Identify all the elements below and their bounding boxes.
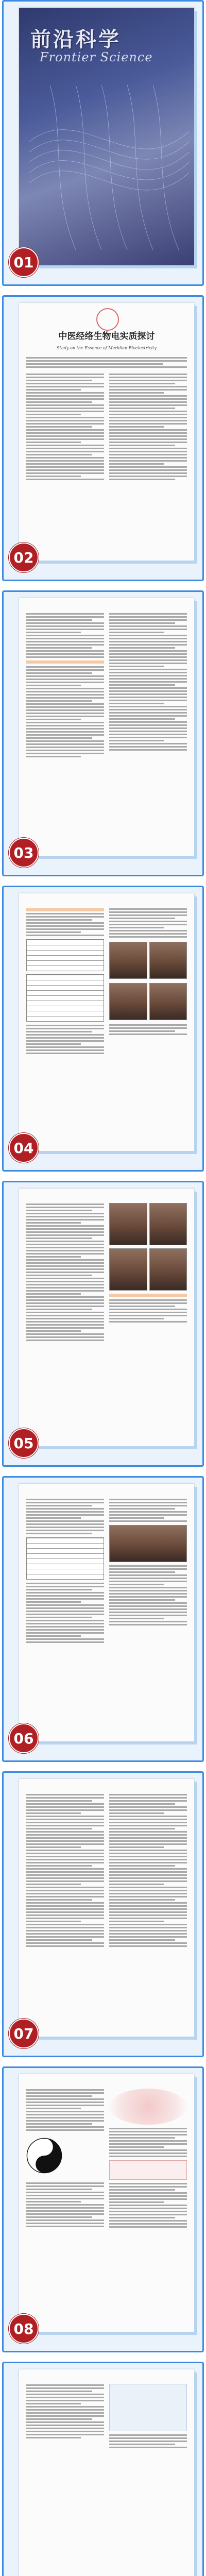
page-panel-09: [2, 2362, 204, 2576]
page-panel-02: [2, 295, 204, 581]
page-panel-05: [2, 1181, 204, 1467]
figure-photo: [109, 1203, 147, 1245]
figure-photo: [149, 942, 187, 979]
data-table: [26, 939, 104, 971]
article-page: [19, 1484, 194, 1741]
figure-photo: [109, 1525, 187, 1562]
article-page: [19, 1779, 194, 2037]
info-box: [109, 2384, 187, 2431]
page-badge: 08: [9, 2314, 39, 2344]
data-table: [26, 974, 104, 1022]
figure-photo: [149, 1248, 187, 1291]
figure-photo: [109, 942, 147, 979]
page-badge: 02: [9, 543, 39, 572]
article-page: [19, 2369, 194, 2576]
page-panel-07: [2, 1771, 204, 2057]
article-title: 中医经络生物电实质探讨: [58, 331, 155, 342]
page-panel-04: [2, 886, 204, 1172]
page-badge: 06: [9, 1723, 39, 1753]
page-panel-06: [2, 1476, 204, 1762]
figure-photo: [149, 983, 187, 1020]
cover-subtitle: Frontier Science: [40, 50, 153, 64]
page-panel-01: [2, 0, 204, 286]
seal-stamp-icon: [96, 308, 119, 331]
page-badge: 07: [9, 2019, 39, 2048]
section-heading: [109, 1294, 187, 1297]
yin-yang-icon: [26, 2138, 62, 2174]
figure-photo: [109, 983, 147, 1020]
article-page: [19, 1189, 194, 1446]
article-page: [19, 893, 194, 1151]
cover-title: 前沿科学: [30, 27, 121, 52]
article-english-title: Study on the Essence of Meridian Bioelectricity: [57, 346, 157, 350]
article-body: [19, 372, 194, 482]
page-badge: 05: [9, 1428, 39, 1458]
article-page: [19, 2074, 194, 2332]
page-badge: 03: [9, 838, 39, 868]
section-heading: [26, 660, 104, 664]
magazine-cover: [19, 8, 194, 265]
page-panel-03: [2, 590, 204, 876]
figure-photo: [109, 1248, 147, 1291]
circular-diagram: [109, 2089, 187, 2125]
highlight-box: [109, 2160, 187, 2180]
page-panel-08: [2, 2066, 204, 2352]
article-title-page: [19, 303, 194, 561]
figure-photo: [149, 1203, 187, 1245]
data-table: [26, 1537, 104, 1580]
article-page: [19, 598, 194, 856]
page-badge: 04: [9, 1133, 39, 1163]
section-heading: [26, 908, 104, 911]
page-badge: 01: [9, 247, 39, 277]
